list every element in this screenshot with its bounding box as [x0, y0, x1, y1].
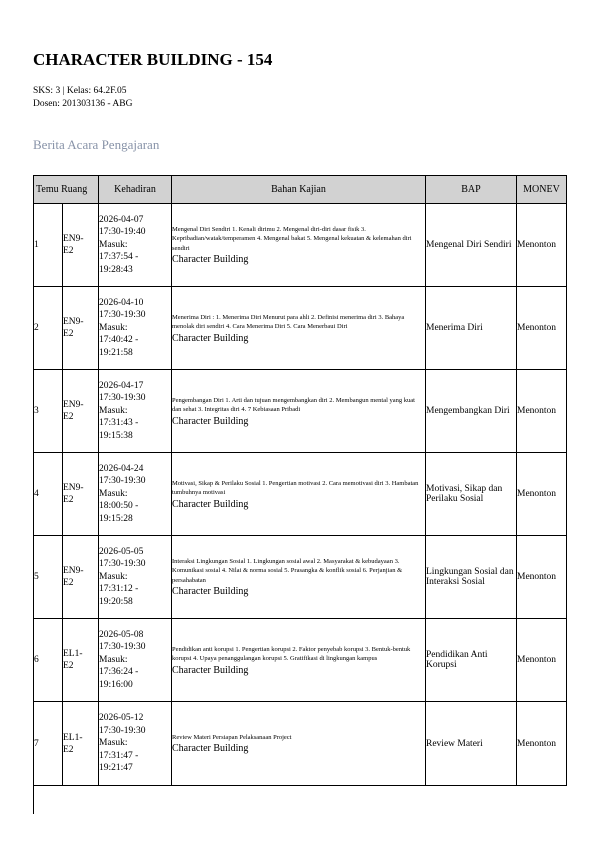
room-line-2: E2 [63, 495, 74, 505]
session-material [172, 287, 426, 370]
masuk-label: Masuk: [99, 571, 128, 582]
session-material [172, 204, 426, 287]
header-kehadiran: Kehadiran [99, 176, 172, 204]
table-header-row [34, 176, 567, 204]
course-info: SKS: 3 | Kelas: 64.2F.05 [33, 86, 127, 96]
session-number: 2 [34, 287, 63, 370]
check-out-time: 19:15:28 [99, 513, 133, 524]
section-title: Berita Acara Pengajaran [33, 137, 160, 152]
material-text: Review Materi Persiapan Pelaksanaan Project [172, 733, 292, 741]
session-number: 3 [34, 370, 63, 453]
session-date: 2026-04-07 [99, 214, 144, 225]
session-time: 17:30-19:30 [99, 476, 146, 487]
course-name: Character Building [172, 254, 249, 266]
masuk-label: Masuk: [99, 654, 128, 665]
session-room [63, 702, 99, 786]
session-room [63, 204, 99, 287]
header-bap: BAP [426, 176, 517, 204]
session-room [63, 370, 99, 453]
check-in-time: 17:31:12 - [99, 584, 139, 595]
session-time: 17:30-19:30 [99, 393, 146, 404]
session-bap: Motivasi, Sikap dan Perilaku Sosial [426, 453, 517, 536]
room-line-1: EL1- [63, 732, 83, 743]
check-out-time: 19:20:58 [99, 596, 133, 607]
table-continuation-line [33, 784, 34, 814]
session-material [172, 619, 426, 702]
material-text: Mengenal Diri Sendiri 1. Kenali dirimu 2. Mengenal diri-diri dasar fisik 3. Kepribadian/watak/temperamen 4. Mengenal bakat 5. Mengenal kekuatan & kelemahan diri sendiri [172, 225, 412, 252]
check-in-time: 17:40:42 - [99, 335, 139, 346]
room-line-2: E2 [63, 329, 74, 339]
session-monev: Menonton [517, 536, 567, 619]
check-out-time: 19:21:47 [99, 763, 133, 774]
session-room [63, 287, 99, 370]
teaching-record-table [33, 175, 567, 786]
session-row [34, 619, 567, 702]
session-time: 17:30-19:40 [99, 227, 146, 238]
session-row [34, 536, 567, 619]
session-monev: Menonton [517, 370, 567, 453]
session-time: 17:30-19:30 [99, 725, 146, 736]
masuk-label: Masuk: [99, 488, 128, 499]
session-time: 17:30-19:30 [99, 642, 146, 653]
header-ruang: Ruang [61, 184, 88, 195]
room-line-1: EN9- [63, 400, 84, 410]
room-line-2: E2 [63, 744, 74, 755]
check-in-time: 18:00:50 - [99, 501, 139, 512]
course-name: Character Building [172, 415, 249, 427]
check-in-time: 17:31:47 - [99, 750, 139, 761]
session-date: 2026-04-24 [99, 463, 144, 474]
header-temu-ruang [34, 176, 99, 204]
session-monev: Menonton [517, 453, 567, 536]
course-name: Character Building [172, 498, 249, 510]
session-row [34, 453, 567, 536]
session-number: 5 [34, 536, 63, 619]
session-attendance [99, 287, 172, 370]
session-row [34, 702, 567, 786]
session-row [34, 287, 567, 370]
session-time: 17:30-19:30 [99, 559, 146, 570]
material-text: Pengembangan Diri 1. Arti dan tujuan mengembangkan diri 2. Membangun mental yang kuat dan sehat 3. Integritas diri 4. 7 Kebiasaan Pribadi [172, 396, 415, 413]
session-room [63, 453, 99, 536]
room-line-2: E2 [63, 246, 74, 256]
page-title: CHARACTER BUILDING - 154 [33, 50, 273, 69]
check-in-time: 17:31:43 - [99, 418, 139, 429]
session-material [172, 702, 426, 786]
session-monev: Menonton [517, 619, 567, 702]
course-name: Character Building [172, 586, 249, 598]
check-out-time: 19:21:58 [99, 347, 133, 358]
room-line-1: EN9- [63, 317, 84, 327]
masuk-label: Masuk: [99, 239, 128, 250]
session-date: 2026-05-12 [99, 713, 144, 724]
material-text: Interaksi Lingkungan Sosial 1. Lingkungan sosial awal 2. Masyarakat & kebudayaan 3. Komunikasi sosial 4. Nilai & norma sosial 5. Prasangka & konflik sosial 6. Perjanjian & persahabatan [172, 557, 403, 584]
header-monev: MONEV [517, 176, 567, 204]
check-out-time: 19:16:00 [99, 679, 133, 690]
session-attendance [99, 536, 172, 619]
course-name: Character Building [172, 664, 249, 676]
room-line-1: EN9- [63, 566, 84, 576]
session-attendance [99, 619, 172, 702]
session-bap: Menerima Diri [426, 287, 517, 370]
session-bap: Review Materi [426, 702, 517, 786]
room-line-1: EN9- [63, 234, 84, 244]
session-date: 2026-05-08 [99, 629, 144, 640]
header-temu: Temu [36, 184, 59, 195]
course-name: Character Building [172, 332, 249, 344]
room-line-2: E2 [63, 661, 74, 671]
session-number: 7 [34, 702, 63, 786]
lecturer-info: Dosen: 201303136 - ABG [33, 99, 133, 109]
session-date: 2026-04-10 [99, 297, 144, 308]
session-room [63, 619, 99, 702]
room-line-2: E2 [63, 412, 74, 422]
session-monev: Menonton [517, 204, 567, 287]
session-row [34, 370, 567, 453]
masuk-label: Masuk: [99, 405, 128, 416]
room-line-2: E2 [63, 578, 74, 588]
session-attendance [99, 370, 172, 453]
check-out-time: 19:15:38 [99, 430, 133, 441]
session-time: 17:30-19:30 [99, 310, 146, 321]
session-monev: Menonton [517, 287, 567, 370]
session-date: 2026-05-05 [99, 546, 144, 557]
session-room [63, 536, 99, 619]
session-row [34, 204, 567, 287]
session-bap: Mengenal Diri Sendiri [426, 204, 517, 287]
course-name: Character Building [172, 743, 249, 755]
material-text: Motivasi, Sikap & Perilaku Sosial 1. Pengertian motivasi 2. Cara memotivasi diri 3. Hambatan tumbuhnya motivasi [172, 479, 419, 496]
room-line-1: EN9- [63, 483, 84, 493]
session-monev: Menonton [517, 702, 567, 786]
session-bap: Lingkungan Sosial dan Interaksi Sosial [426, 536, 517, 619]
session-date: 2026-04-17 [99, 380, 144, 391]
session-number: 6 [34, 619, 63, 702]
masuk-label: Masuk: [99, 322, 128, 333]
session-bap: Pendidikan Anti Korupsi [426, 619, 517, 702]
session-attendance [99, 204, 172, 287]
session-attendance [99, 702, 172, 786]
session-material [172, 370, 426, 453]
session-number: 4 [34, 453, 63, 536]
material-text: Pendidikan anti korupsi 1. Pengertian korupsi 2. Faktor penyebab korupsi 3. Bentuk-bentuk korupsi 4. Upaya penanggulangan korupsi 5. Gratifikasi di lingkungan kampus [172, 645, 411, 662]
check-out-time: 19:28:43 [99, 264, 133, 275]
session-material [172, 453, 426, 536]
session-attendance [99, 453, 172, 536]
header-bahan-kajian: Bahan Kajian [172, 176, 426, 204]
session-number: 1 [34, 204, 63, 287]
material-text: Menerima Diri : 1. Menerima Diri Menurut para ahli 2. Definisi menerima diri 3. Bahaya menolak diri sendiri 4. Cara Menerima Diri 5. Cara Menerbaui Diri [172, 313, 405, 330]
session-material [172, 536, 426, 619]
room-line-1: EL1- [63, 649, 83, 659]
check-in-time: 17:37:54 - [99, 252, 139, 263]
masuk-label: Masuk: [99, 738, 128, 749]
check-in-time: 17:36:24 - [99, 667, 139, 678]
session-bap: Mengembangkan Diri [426, 370, 517, 453]
